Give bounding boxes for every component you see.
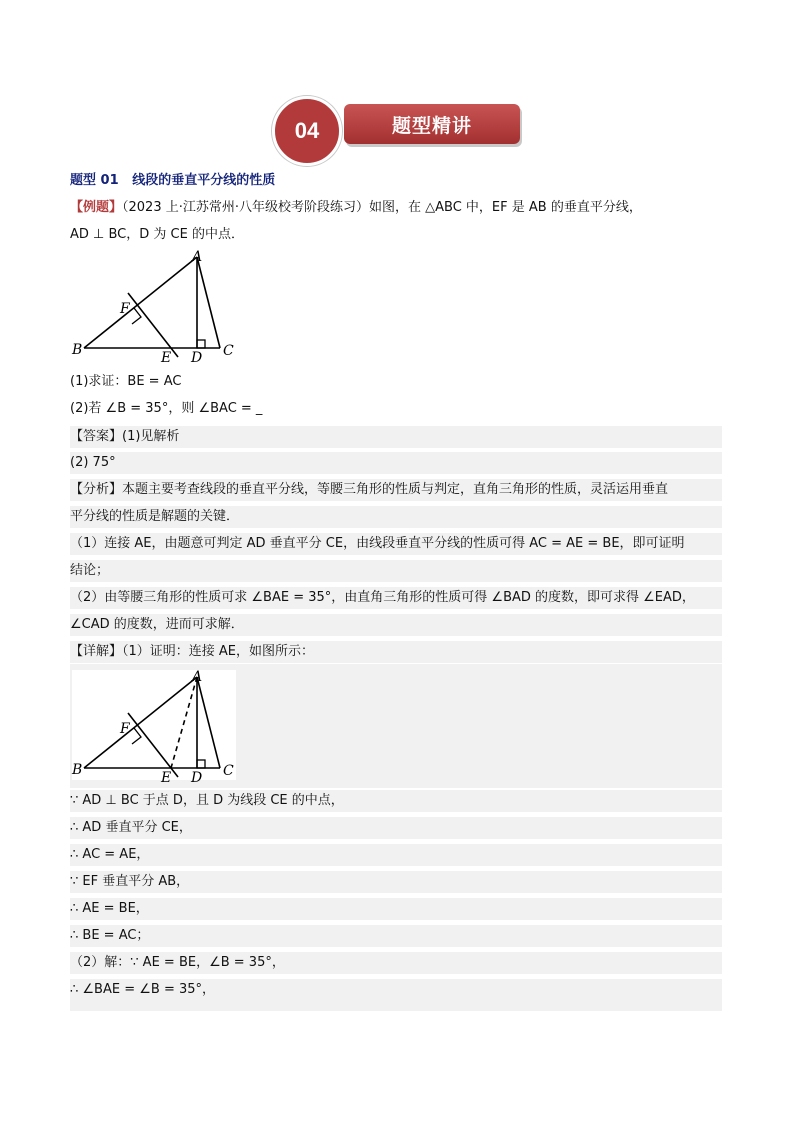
- label-a-2: A: [192, 669, 203, 685]
- analysis-text-3: （1）连接 AE，由题意可判定 AD 垂直平分 CE，由线段垂直平分线的性质可得 AC = AE = BE，即可证明: [70, 533, 722, 555]
- detail-tag: 【详解】: [70, 644, 123, 659]
- label-b-2: B: [72, 762, 83, 778]
- label-d: D: [191, 350, 203, 366]
- example-statement-1: 如图，在 △ABC 中，EF 是 AB 的垂直平分线，: [369, 200, 642, 215]
- label-e-2: E: [161, 770, 172, 786]
- question-2: (2)若 ∠B = 35°，则 ∠BAC = _: [70, 401, 263, 416]
- answer-tag: 【答案】: [70, 429, 123, 444]
- answer-1: (1)见解析: [122, 429, 180, 444]
- answer-line-1: [70, 426, 722, 448]
- segment-ba: [84, 257, 197, 348]
- label-b: B: [72, 342, 83, 358]
- analysis-text-6: ∠CAD 的度数，进而可求解．: [70, 614, 722, 636]
- label-d-2: D: [191, 770, 203, 786]
- detail-step-1: ∵ AD ⊥ BC 于点 D，且 D 为线段 CE 的中点，: [70, 790, 722, 812]
- detail-intro: （1）证明：连接 AE，如图所示：: [122, 644, 315, 659]
- topic-heading: [70, 170, 722, 192]
- detail-step-4: ∵ EF 垂直平分 AB，: [70, 871, 722, 893]
- detail-step-3: ∴ AC = AE，: [70, 844, 722, 866]
- detail-step-6: ∴ BE = AC；: [70, 925, 722, 947]
- detail-line-1: [70, 641, 722, 663]
- example-line-1: [70, 197, 722, 219]
- example-source: （2023 上·江苏常州·八年级校考阶段练习）: [122, 200, 369, 215]
- analysis-tag: 【分析】: [70, 482, 123, 497]
- example-statement-2: AD ⊥ BC，D 为 CE 的中点．: [70, 227, 244, 242]
- segment-ac: [197, 257, 220, 348]
- label-f: F: [120, 301, 130, 317]
- label-f-2: F: [120, 721, 130, 737]
- right-angle-mark-f: [132, 308, 141, 324]
- analysis-text-5: （2）由等腰三角形的性质可求 ∠BAE = 35°，由直角三角形的性质可得 ∠BAD 的度数，即可求得 ∠EAD，: [70, 587, 722, 609]
- analysis-line-1: [70, 479, 722, 501]
- section-banner: [272, 96, 522, 160]
- section-number-badge: 04: [272, 96, 342, 166]
- answer-2: (2) 75°: [70, 452, 722, 474]
- example-tag: 【例题】: [70, 200, 123, 215]
- topic-label: 题型 01: [70, 173, 119, 188]
- detail-step-7: （2）解：∵ AE = BE，∠B = 35°，: [70, 952, 722, 974]
- label-e: E: [161, 350, 172, 366]
- triangle-figure: [70, 248, 250, 366]
- analysis-text-1: 本题主要考查线段的垂直平分线，等腰三角形的性质与判定，直角三角形的性质，灵活运用垂直: [122, 482, 669, 497]
- question-1: (1)求证：BE = AC: [70, 374, 182, 389]
- label-a: A: [192, 249, 203, 265]
- topic-name: 线段的垂直平分线的性质: [132, 173, 276, 188]
- section-title: 题型精讲: [344, 104, 520, 144]
- triangle-figure-with-ae: [70, 668, 250, 786]
- label-c-2: C: [223, 763, 234, 779]
- detail-step-5: ∴ AE = BE，: [70, 898, 722, 920]
- right-angle-mark-d: [197, 340, 205, 348]
- analysis-text-4: 结论；: [70, 560, 722, 582]
- detail-step-2: ∴ AD 垂直平分 CE，: [70, 817, 722, 839]
- label-c: C: [223, 343, 234, 359]
- detail-step-8: ∴ ∠BAE = ∠B = 35°，: [70, 979, 722, 1011]
- analysis-text-2: 平分线的性质是解题的关键．: [70, 506, 722, 528]
